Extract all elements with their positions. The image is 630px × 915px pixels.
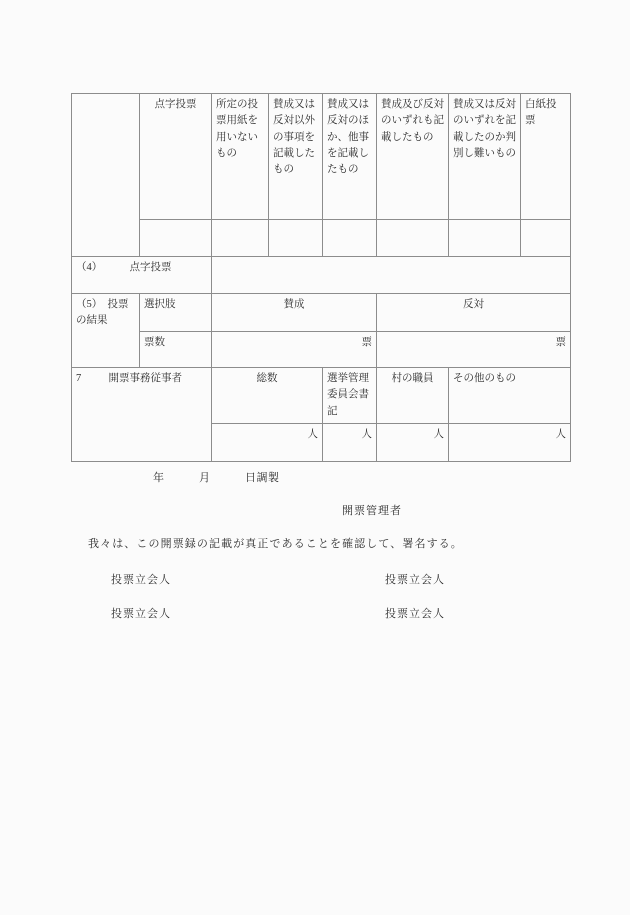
unit-label-persons-clerk: 人 <box>361 428 372 440</box>
vote-count-cell-no[interactable] <box>377 332 571 368</box>
row-label-text-4: 点字投票 <box>129 262 172 273</box>
unit-label-votes-yes: 票 <box>361 337 372 348</box>
table-row-result-options <box>72 294 571 332</box>
column-header-indistinguishable: 賛成又は反対のいずれを記載したのか判別し難いもの <box>449 94 521 220</box>
count-cell-both-yes-and-no[interactable] <box>377 220 449 257</box>
staff-count-cell-clerk[interactable] <box>323 423 377 461</box>
column-header-village-staff: 村の職員 <box>377 368 449 424</box>
column-header-braille-vote: 点字投票 <box>140 94 212 220</box>
witness-signature-4: 投票立会人 <box>385 608 445 620</box>
row-label-text-5-line1: （5） 投票 <box>76 299 129 310</box>
unit-label-persons-other: 人 <box>555 428 566 440</box>
staff-count-cell-village[interactable] <box>377 423 449 461</box>
staff-count-cell-other[interactable] <box>449 423 571 461</box>
count-cell-indistinguishable[interactable] <box>449 220 521 257</box>
row-label-text-7: 開票事務従事者 <box>108 373 182 384</box>
subrow-header-vote-count: 票数 <box>140 332 212 368</box>
option-cell-yes: 賛成 <box>212 294 377 332</box>
count-cell-other-than-yes-no[interactable] <box>269 220 323 257</box>
option-cell-no: 反対 <box>377 294 571 332</box>
unit-label-persons-village: 人 <box>433 428 444 440</box>
column-header-staff-total: 総数 <box>212 368 323 424</box>
count-cell-extra-matter[interactable] <box>323 220 377 257</box>
unit-label-persons-total: 人 <box>307 428 318 440</box>
value-cell-braille-vote[interactable] <box>212 257 571 294</box>
row-number-4: （4） <box>76 262 103 273</box>
table-row-result-counts <box>72 332 571 368</box>
table-row-staff-headers <box>72 368 571 424</box>
count-cell-blank-vote[interactable] <box>521 220 571 257</box>
count-cell-braille-vote[interactable] <box>140 220 212 257</box>
column-header-other-staff: その他のもの <box>449 368 571 424</box>
vote-count-cell-yes[interactable] <box>212 332 377 368</box>
table-row-invalid-categories <box>72 94 571 220</box>
row-label-braille-vote <box>72 257 212 294</box>
table-row-braille-vote-section <box>72 257 571 294</box>
category-label-cell <box>72 94 140 257</box>
certification-statement: 我々は、この開票録の記載が真正であることを確認して、署名する。 <box>88 538 463 550</box>
row-label-text-5-line2: の結果 <box>76 315 108 327</box>
subrow-header-options: 選択肢 <box>140 294 212 332</box>
witness-signature-1: 投票立会人 <box>111 574 171 586</box>
column-header-wrong-ballot-paper: 所定の投票用紙を用いないもの <box>212 94 269 220</box>
table-row-invalid-counts <box>72 220 571 257</box>
count-cell-wrong-ballot-paper[interactable] <box>212 220 269 257</box>
row-number-7: 7 <box>76 373 82 384</box>
vote-record-table <box>71 93 571 462</box>
row-label-vote-result <box>72 294 140 368</box>
column-header-election-commission-clerk: 選挙管理委員会書記 <box>323 368 377 424</box>
column-header-extra-matter: 賛成又は反対のほか、他事を記載したもの <box>323 94 377 220</box>
column-header-both-yes-and-no: 賛成及び反対のいずれも記載したもの <box>377 94 449 220</box>
row-label-counting-staff <box>72 368 212 462</box>
column-header-blank-vote: 白紙投票 <box>521 94 571 220</box>
unit-label-votes-no: 票 <box>555 337 566 348</box>
date-line: 年 月 日調製 <box>153 472 280 484</box>
staff-count-cell-total[interactable] <box>212 423 323 461</box>
column-header-other-than-yes-no: 賛成又は反対以外の事項を記載したもの <box>269 94 323 220</box>
witness-signature-3: 投票立会人 <box>111 608 171 620</box>
counting-manager-title: 開票管理者 <box>342 505 402 517</box>
witness-signature-2: 投票立会人 <box>385 574 445 586</box>
